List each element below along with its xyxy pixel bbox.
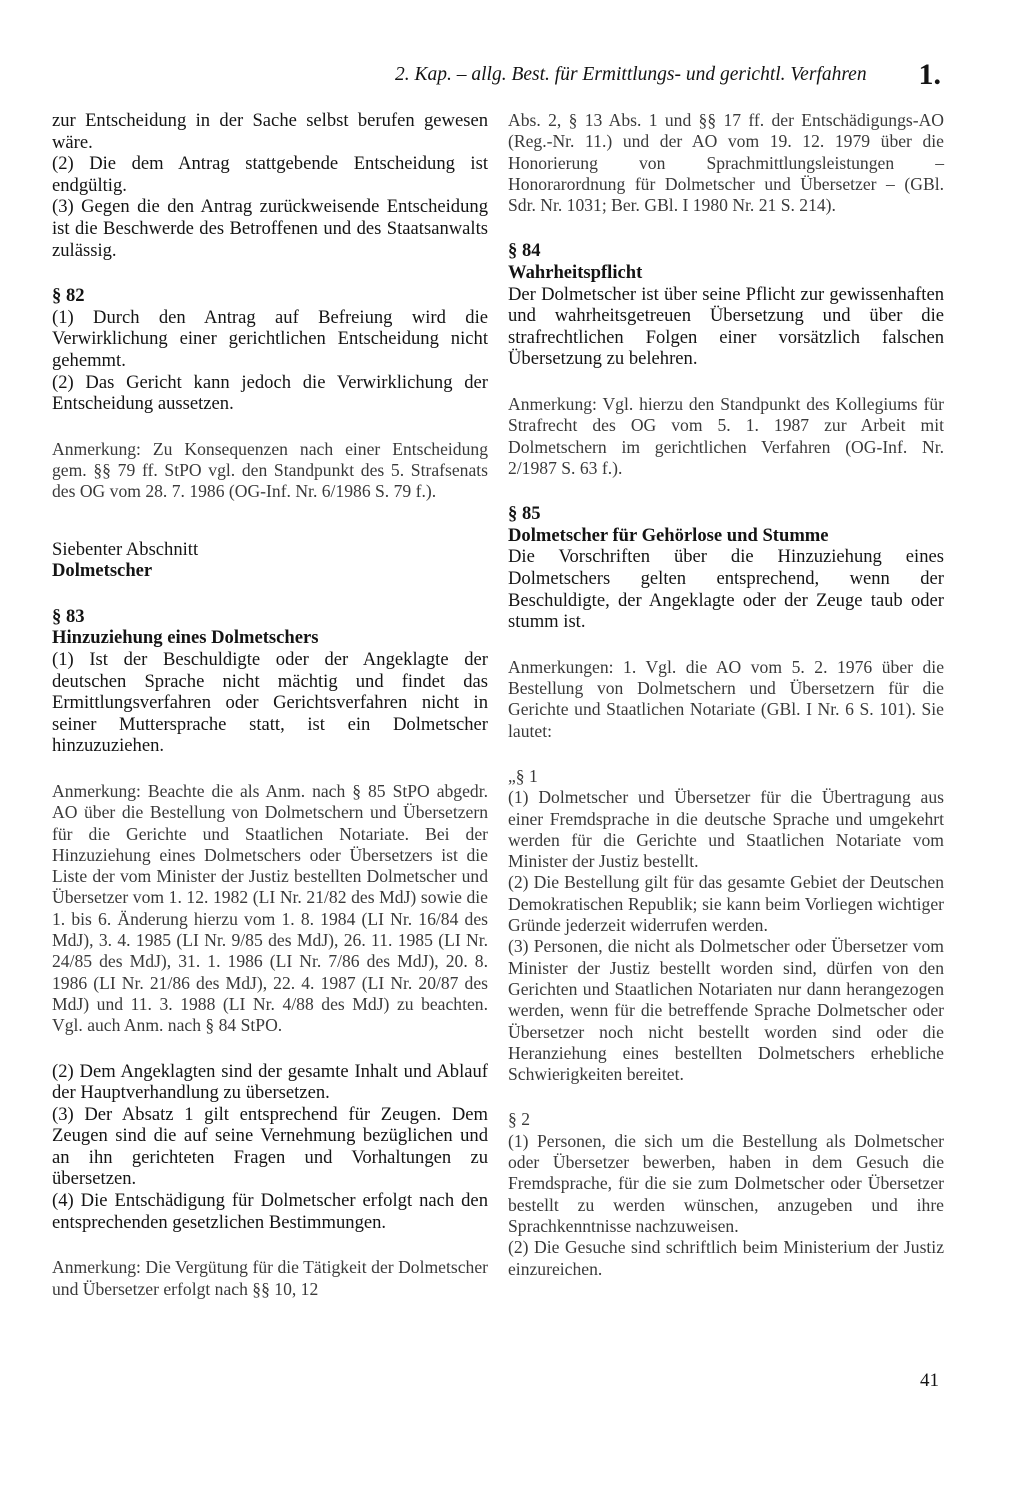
section-84-title: Wahrheitspflicht — [508, 262, 643, 284]
intro-para-2: (2) Die dem Antrag stattgebende Entscheidung ist endgültig. — [52, 153, 488, 196]
section-7-title: Dolmetscher — [52, 560, 153, 582]
section-83-para-4: (4) Die Entschädigung für Dolmetscher erfolgt nach den entsprechenden gesetzlichen Bestimmungen. — [52, 1190, 488, 1233]
running-header — [395, 58, 955, 98]
section-85-number: § 85 — [508, 503, 541, 525]
section-83-note-2: Anmerkung: Die Vergütung für die Tätigkeit der Dolmetscher und Übersetzer erfolgt nach §§ 10, 12 — [52, 1257, 488, 1299]
left-column — [52, 110, 488, 1300]
intro-para-1: zur Entscheidung in der Sache selbst berufen gewesen wäre. — [52, 110, 488, 153]
section-7-label: Siebenter Abschnitt — [52, 538, 199, 560]
section-85-para: Die Vorschriften über die Hinzuziehung eines Dolmetschers gelten entsprechend, wenn der Beschuldigte, der Angeklagte oder der Zeuge taub oder stumm ist. — [508, 546, 944, 633]
quote-section-1-number: „§ 1 — [508, 765, 538, 786]
section-83-title: Hinzuziehung eines Dolmetschers — [52, 627, 319, 649]
section-82-para-2: (2) Das Gericht kann jedoch die Verwirklichung der Entscheidung aussetzen. — [52, 371, 488, 415]
section-84-note: Anmerkung: Vgl. hierzu den Standpunkt des Kollegiums für Strafrecht des OG vom 5. 1. 1987 zur Arbeit mit Dolmetschern im gerichtlichen Verfahren (OG-Inf. Nr. 2/1987 S. 63 f.). — [508, 394, 944, 478]
section-83-number: § 83 — [52, 605, 85, 627]
section-83-para-2: (2) Dem Angeklagten sind der gesamte Inhalt und Ablauf der Hauptverhandlung zu übersetzen. — [52, 1060, 488, 1104]
section-84-para: Der Dolmetscher ist über seine Pflicht zur gewissenhaften und wahrheitsgetreuen Übersetzung und über die strafrechtlichen Folgen einer vorsätzlich falschen Übersetzung zu belehren. — [508, 283, 944, 370]
quote-section-1-para-1: (1) Dolmetscher und Übersetzer für die Übertragung aus einer Fremdsprache in die deutsche Sprache und umgekehrt werden für die Gerichte und Staatlichen Notariate vom Minister der Justiz bestellt. — [508, 787, 944, 872]
section-83-para-1: (1) Ist der Beschuldigte oder der Angeklagte der deutschen Sprache nicht mächtig und findet das Ermittlungsverfahren oder Gerichtsverfahren nicht in seiner Muttersprache statt, ist ein Dolmetscher hinzuzuziehen. — [52, 648, 488, 757]
section-82-number: § 82 — [52, 285, 85, 307]
quote-section-2-para-2: (2) Die Gesuche sind schriftlich beim Ministerium der Justiz einzureichen. — [508, 1237, 944, 1279]
section-83-note-1: Anmerkung: Beachte die als Anm. nach § 85 StPO abgedr. AO über die Bestellung von Dolmetschern und Übersetzern für die Gerichte und Staatlichen Notariate. Bei der Hinzuziehung eines Dolmetschers oder Übersetzers ist die Liste der vom Minister der Justiz bestellten Dolmetscher und Übersetzer vom 1. 12. 1982 (LI Nr. 21/82 des MdJ) sowie die 1. bis 6. Änderung hierzu vom 1. 8. 1984 (LI Nr. 16/84 des MdJ), 3. 4. 1985 (LI Nr. 9/85 des MdJ), 26. 11. 1985 (LI Nr. 24/85 des MdJ), 31. 1. 1986 (LI Nr. 7/86 des MdJ), 20. 8. 1986 (LI Nr. 21/86 des MdJ), 22. 4. 1987 (LI Nr. 20/87 des MdJ) und 11. 3. 1988 (LI Nr. 4/88 des MdJ) zu beachten. Vgl. auch Anm. nach § 84 StPO. — [52, 780, 488, 1036]
section-84-number: § 84 — [508, 240, 541, 262]
section-85-title: Dolmetscher für Gehörlose und Stumme — [508, 524, 829, 546]
quote-section-2-number: § 2 — [508, 1109, 530, 1130]
quote-section-1-para-3: (3) Personen, die nicht als Dolmetscher oder Übersetzer vom Minister der Justiz bestellt worden sind, dürfen von den Gerichten und Staatlichen Notariaten nur dann herangezogen werden, wenn für die betreffende Sprache Dolmetscher oder Übersetzer noch nicht bestellt worden sind oder die Heranziehung eines bestellten Dolmetschers erhebliche Schwierigkeiten bereitet. — [508, 936, 944, 1085]
running-title: 2. Kap. – allg. Best. für Ermittlungs- und gerichtl. Verfahren — [395, 64, 867, 85]
quote-section-1-para-2: (2) Die Bestellung gilt für das gesamte Gebiet der Deutschen Demokratischen Republik; sie kann beim Vorliegen wichtiger Gründe jederzeit widerrufen werden. — [508, 872, 944, 936]
chapter-number: 1. — [918, 58, 941, 91]
right-column — [508, 110, 944, 1280]
section-82-note: Anmerkung: Zu Konsequenzen nach einer Entscheidung gem. §§ 79 ff. StPO vgl. den Standpunkt des 5. Strafsenats des OG vom 28. 7. 1986 (OG-Inf. Nr. 6/1986 S. 79 f.). — [52, 438, 488, 502]
section-83-para-3: (3) Der Absatz 1 gilt entsprechend für Zeugen. Dem Zeugen sind die auf seine Vernehmung bezüglichen und an ihn gerichteten Fragen und Vorhaltungen zu übersetzen. — [52, 1103, 488, 1190]
note-continuation: Abs. 2, § 13 Abs. 1 und §§ 17 ff. der Entschädigungs-AO (Reg.-Nr. 11.) und der AO vom 19. 12. 1979 über die Honorierung von Sprachmittlungsleistungen – Honorarordnung für Dolmetscher und Übersetzer – (GBl. Sdr. Nr. 1031; Ber. GBl. I 1980 Nr. 21 S. 214). — [508, 110, 944, 216]
intro-para-3: (3) Gegen die den Antrag zurückweisende Entscheidung ist die Beschwerde des Betroffenen und des Staatsanwalts zulässig. — [52, 196, 488, 261]
section-85-note-intro: Anmerkungen: 1. Vgl. die AO vom 5. 2. 1976 über die Bestellung von Dolmetschern und Übersetzern für die Gerichte und Staatlichen Notariate (GBl. I Nr. 6 S. 101). Sie lautet: — [508, 656, 944, 741]
quote-section-2-para-1: (1) Personen, die sich um die Bestellung als Dolmetscher oder Übersetzer bewerben, haben in dem Gesuch die Fremdsprache, für die sie zum Dolmetscher oder Übersetzer bestellt zu werden wünschen, anzugeben und ihre Sprachkenntnisse nachzuweisen. — [508, 1130, 944, 1236]
section-82-para-1: (1) Durch den Antrag auf Befreiung wird die Verwirklichung einer gerichtlichen Entscheidung nicht gehemmt. — [52, 306, 488, 371]
page-number: 41 — [920, 1370, 939, 1391]
